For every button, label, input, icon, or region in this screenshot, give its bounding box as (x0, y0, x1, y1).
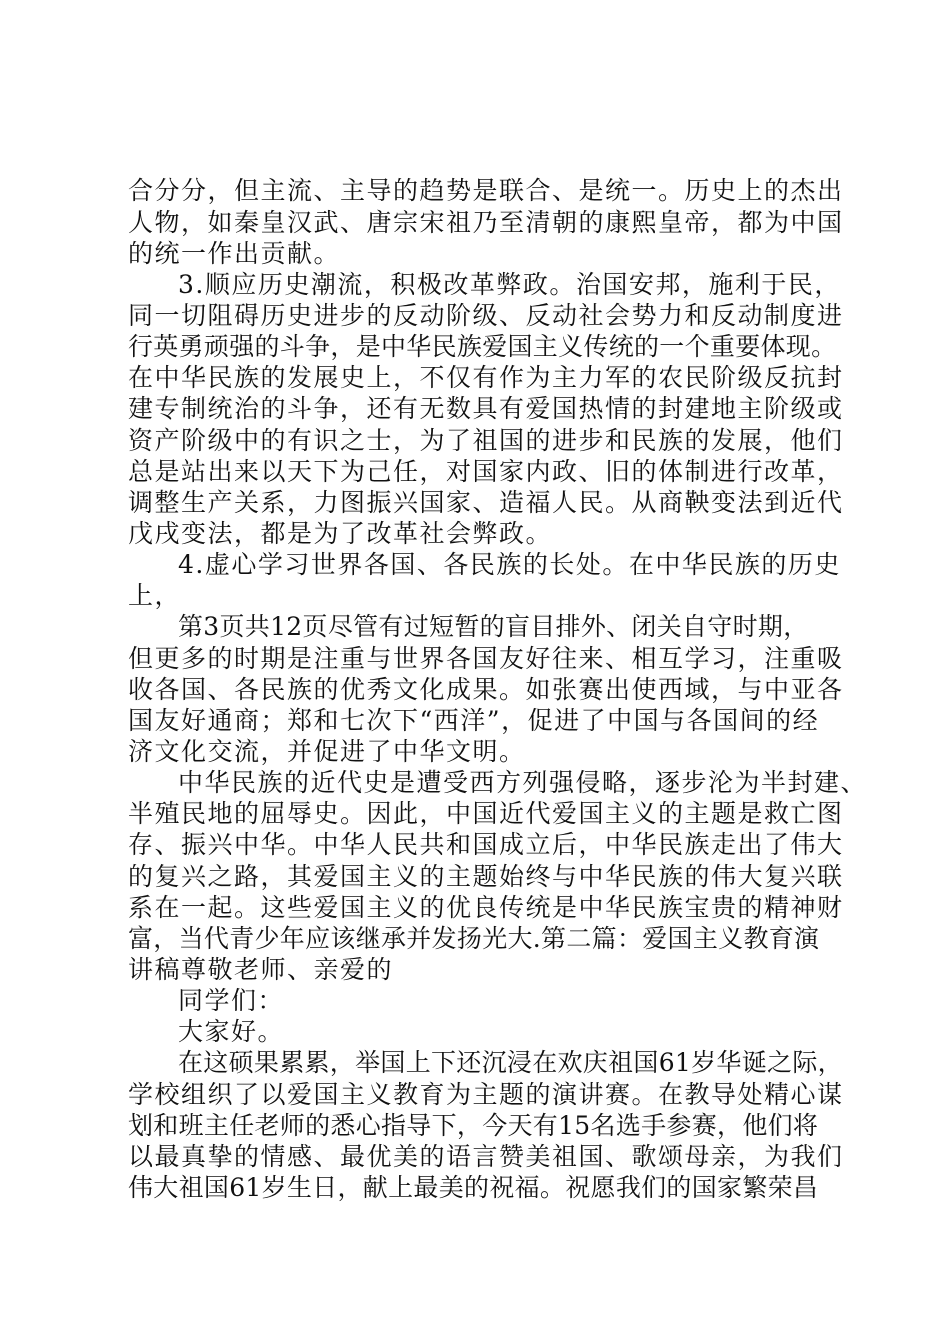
text-line: 大家好。 (178, 1017, 285, 1046)
text-line: 伟大祖国61岁生日，献上最美的祝福。祝愿我们的国家繁荣昌 (128, 1173, 819, 1202)
text-line: 讲稿尊敬老师、亲爱的 (128, 955, 394, 984)
text-line: 的复兴之路，其爱国主义的主题始终与中华民族的伟大复兴联 (128, 862, 844, 891)
text-line: 中华民族的近代史是遭受西方列强侵略，逐步沦为半封建、 (178, 768, 868, 797)
text-line: 系在一起。这些爱国主义的优良传统是中华民族宝贵的精神财 (128, 893, 844, 922)
text-line: 调整生产关系，力图振兴国家、造福人民。从商鞅变法到近代 (128, 488, 844, 517)
text-line: 在中华民族的发展史上，不仅有作为主力军的农民阶级反抗封 (128, 363, 844, 392)
text-line: 同学们： (178, 986, 285, 1015)
text-line: 济文化交流，并促进了中华文明。 (128, 737, 526, 766)
text-line: 合分分，但主流、主导的趋势是联合、是统一。历史上的杰出 (128, 176, 844, 205)
text-line: 在这硕果累累，举国上下还沉浸在欢庆祖国61岁华诞之际， (178, 1048, 843, 1077)
text-line: 总是站出来以天下为己任，对国家内政、旧的体制进行改革， (128, 457, 844, 486)
text-line: 戊戌变法，都是为了改革社会弊政。 (128, 519, 553, 548)
text-line: 建专制统治的斗争，还有无数具有爱国热情的封建地主阶级或 (128, 394, 844, 423)
text-line: 上， (128, 581, 182, 610)
text-line: 富，当代青少年应该继承并发扬光大.第二篇：爱国主义教育演 (128, 924, 820, 953)
text-line: 3.顺应历史潮流，积极改革弊政。治国安邦，施利于民， (178, 270, 841, 299)
text-line: 收各国、各民族的优秀文化成果。如张赛出使西域，与中亚各 (128, 675, 844, 704)
text-line: 资产阶级中的有识之士，为了祖国的进步和民族的发展，他们 (128, 426, 844, 455)
text-line: 划和班主任老师的悉心指导下，今天有15名选手参赛，他们将 (128, 1111, 819, 1140)
text-line: 同一切阻碍历史进步的反动阶级、反动社会势力和反动制度进 (128, 301, 844, 330)
text-line: 人物，如秦皇汉武、唐宗宋祖乃至清朝的康熙皇帝，都为中国 (128, 208, 844, 237)
text-line: 的统一作出贡献。 (128, 239, 341, 268)
text-line: 学校组织了以爱国主义教育为主题的演讲赛。在教导处精心谋 (128, 1080, 844, 1109)
text-line: 国友好通商；郑和七次下“西洋”，促进了中国与各国间的经 (128, 706, 820, 735)
text-line: 半殖民地的屈辱史。因此，中国近代爱国主义的主题是救亡图 (128, 799, 844, 828)
text-line: 行英勇顽强的斗争，是中华民族爱国主义传统的一个重要体现。 (128, 332, 837, 361)
text-line: 4.虚心学习世界各国、各民族的长处。在中华民族的历史 (178, 550, 841, 579)
text-line: 但更多的时期是注重与世界各国友好往来、相互学习，注重吸 (128, 644, 844, 673)
text-line: 以最真挚的情感、最优美的语言赞美祖国、歌颂母亲，为我们 (128, 1142, 844, 1171)
text-line: 第3页共12页尽管有过短暂的盲目排外、闭关自守时期， (178, 612, 809, 641)
text-line: 存、振兴中华。中华人民共和国成立后，中华民族走出了伟大 (128, 830, 844, 859)
